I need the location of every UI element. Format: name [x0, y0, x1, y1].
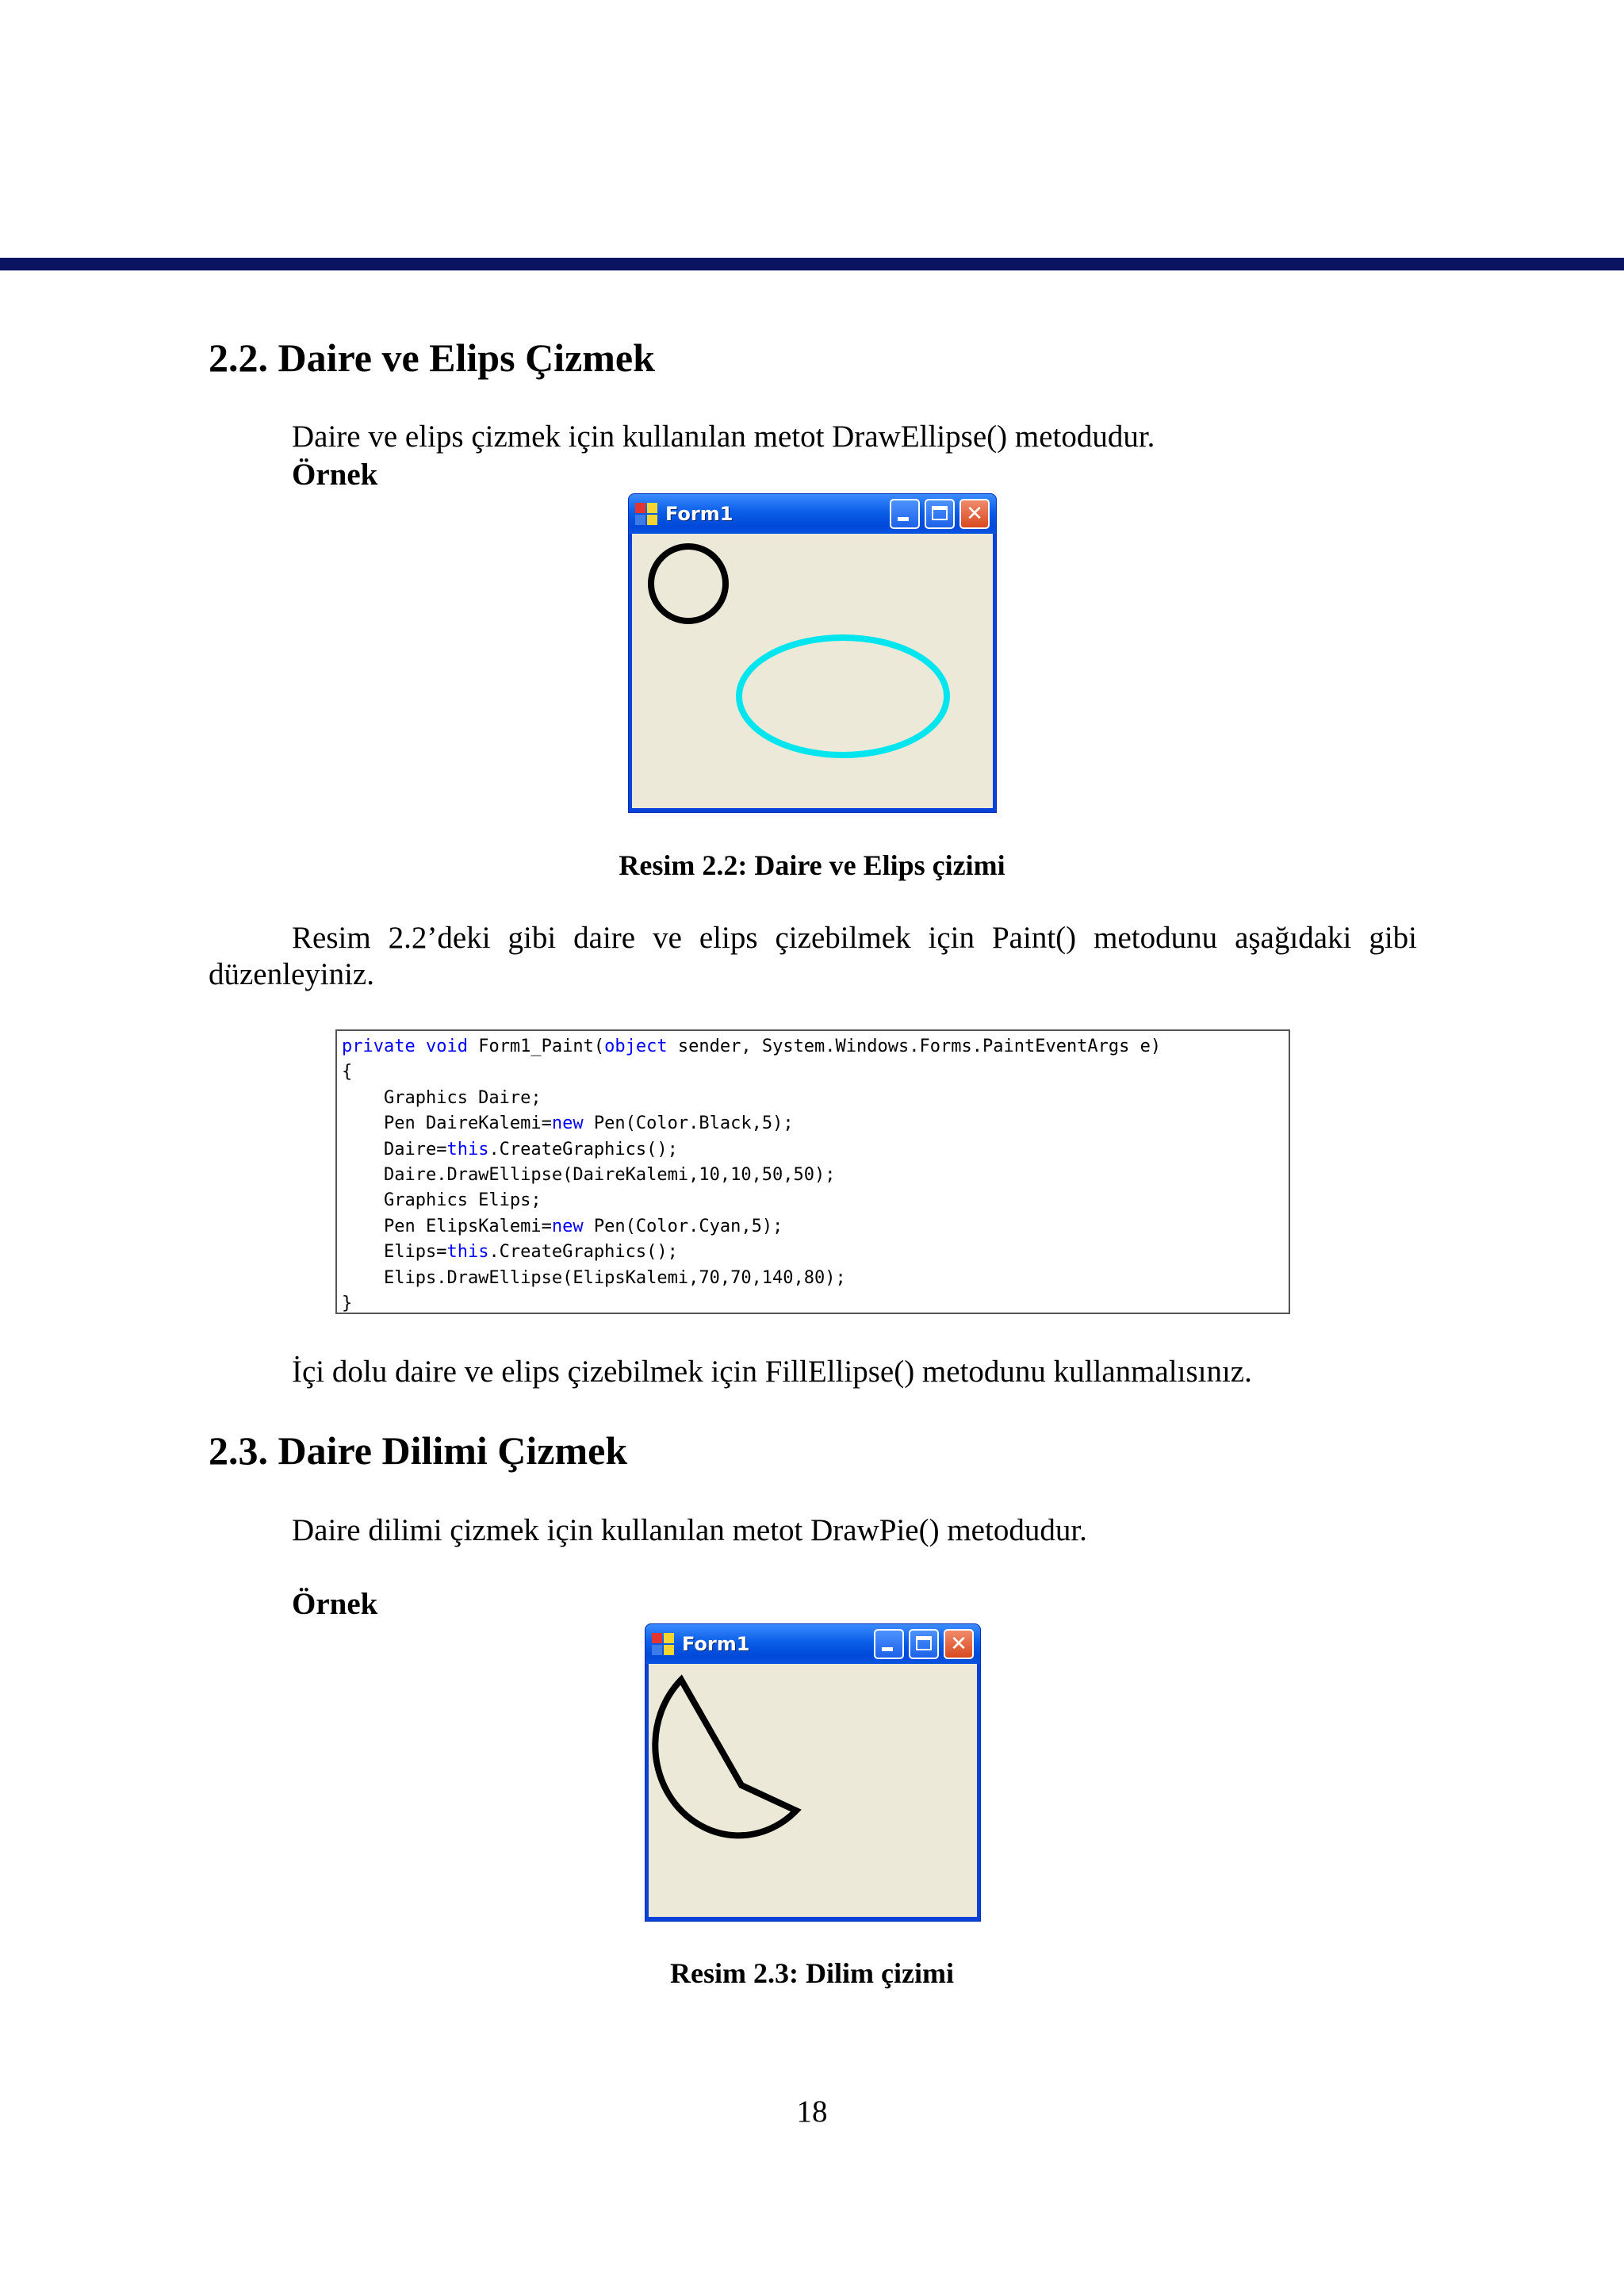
header-rule	[0, 258, 1624, 270]
code-line: }	[342, 1294, 353, 1314]
window-titlebar[interactable]	[629, 494, 996, 534]
code-line: Graphics Elips;	[342, 1190, 542, 1211]
maximize-icon[interactable]	[925, 499, 955, 529]
code-line: {	[342, 1062, 353, 1083]
section-2-2-intro: Daire ve elips çizmek için kullanılan metot DrawEllipse() metodudur.	[292, 420, 1155, 454]
paint-paragraph-text: Resim 2.2’deki gibi daire ve elips çizebilmek için Paint() metodunu aşağıdaki gibi düzenleyiniz.	[209, 921, 1417, 991]
form-client-area	[632, 534, 993, 808]
black-circle	[651, 546, 726, 621]
code-line: Pen DaireKalemi=new Pen(Color.Black,5);	[342, 1113, 794, 1134]
drawing-canvas	[649, 1664, 977, 1917]
code-listing	[335, 1029, 1290, 1314]
section-2-2-example-label: Örnek	[292, 458, 378, 492]
section-2-3-heading: 2.3. Daire Dilimi Çizmek	[209, 1428, 628, 1473]
drawing-canvas	[632, 534, 993, 808]
code-line: Elips=this.CreateGraphics();	[342, 1242, 678, 1263]
cyan-ellipse	[739, 638, 947, 755]
maximize-icon[interactable]	[909, 1629, 939, 1659]
fill-ellipse-note: İçi dolu daire ve elips çizebilmek için FillEllipse() metodunu kullanmalısınız.	[292, 1355, 1252, 1389]
page-number: 18	[796, 2095, 828, 2129]
section-2-2-heading: 2.2. Daire ve Elips Çizmek	[209, 335, 655, 380]
caption-2-2: Resim 2.2: Daire ve Elips çizimi	[619, 849, 1005, 881]
code-line: Graphics Daire;	[342, 1087, 542, 1108]
minimize-icon[interactable]	[890, 499, 920, 529]
section-2-3-example-label: Örnek	[292, 1587, 378, 1621]
window-titlebar[interactable]	[645, 1624, 980, 1664]
code-line: Pen ElipsKalemi=new Pen(Color.Cyan,5);	[342, 1216, 783, 1236]
window-title: Form1	[665, 503, 733, 525]
close-icon[interactable]: ✕	[959, 499, 990, 529]
minimize-icon[interactable]	[874, 1629, 904, 1659]
form-app-icon	[635, 503, 657, 525]
code-line: Daire=this.CreateGraphics();	[342, 1139, 678, 1159]
code-line: private void Form1_Paint(object sender, System.Windows.Forms.PaintEventArgs e)	[342, 1037, 1162, 1056]
caption-2-3: Resim 2.3: Dilim çizimi	[670, 1957, 954, 1989]
form1-window-pie	[645, 1623, 981, 1922]
window-title: Form1	[682, 1633, 750, 1655]
close-icon[interactable]: ✕	[944, 1629, 974, 1659]
paint-paragraph	[209, 920, 1417, 993]
pie-slice	[655, 1680, 796, 1835]
code-line: Elips.DrawEllipse(ElipsKalemi,70,70,140,80);	[342, 1267, 846, 1288]
form-client-area	[649, 1664, 977, 1917]
section-2-3-intro: Daire dilimi çizmek için kullanılan metot DrawPie() metodudur.	[292, 1513, 1087, 1547]
form-app-icon	[652, 1633, 674, 1655]
code-line: Daire.DrawEllipse(DaireKalemi,10,10,50,50);	[342, 1165, 836, 1186]
form1-window-ellipse	[628, 493, 997, 813]
